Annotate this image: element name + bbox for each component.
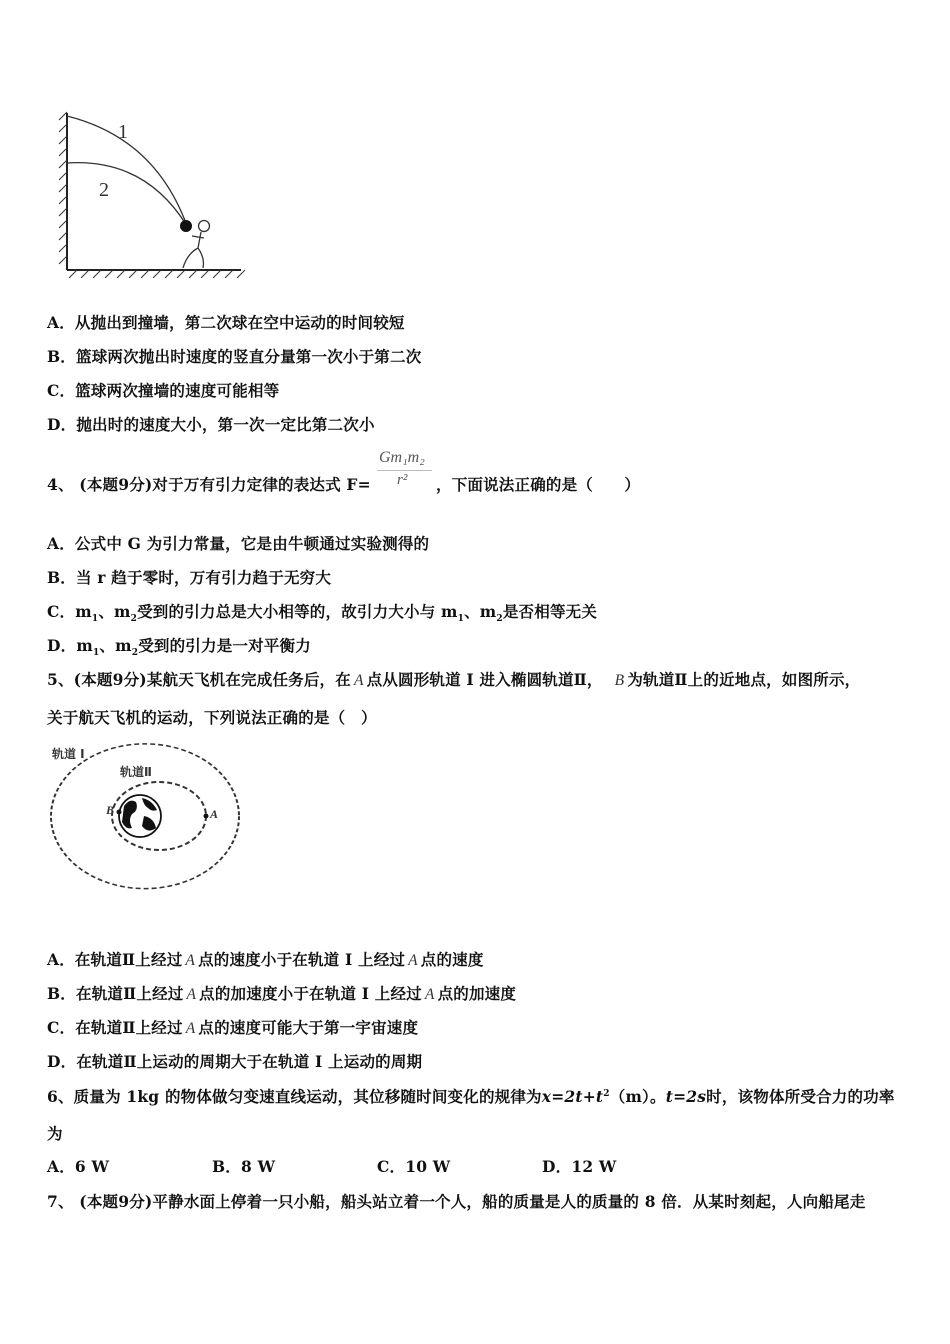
point-b-label: B: [106, 803, 115, 817]
q5-a2: 点的速度小于在轨道 I 上经过: [198, 950, 406, 969]
trajectory-label-2: 2: [99, 179, 109, 201]
basketball-throw-figure: [55, 108, 255, 278]
q4-stem-pre: 4、 (本题9分)对于万有引力定律的表达式 F=: [47, 475, 371, 494]
q5-option-b: [47, 982, 516, 1004]
orbit-1-label: 轨道 I: [52, 747, 85, 761]
q6-time: t=2s: [665, 1087, 707, 1106]
q5-point-b: B: [614, 672, 625, 689]
q5-option-c: [47, 1016, 418, 1038]
q6-option-c: C．10 W: [377, 1157, 451, 1176]
q6-option-d: D．12 W: [542, 1157, 617, 1176]
q5-a1: A．在轨道Ⅱ上经过: [47, 950, 183, 969]
q4-c-sub3: 1: [457, 614, 465, 625]
q6-stem-line2: 为: [47, 1124, 63, 1143]
q5-option-d: D．在轨道Ⅱ上运动的周期大于在轨道 I 上运动的周期: [47, 1052, 423, 1071]
q6-l1-c: 时，该物体所受合力的功率: [706, 1087, 895, 1106]
q4-c-pre: C．m: [47, 602, 92, 621]
q6-law: x=2t+t: [541, 1087, 604, 1106]
q4-option-b: B．当 r 趋于零时，万有引力趋于无穷大: [47, 568, 332, 587]
q5-b3: 点的加速度: [437, 984, 517, 1003]
q4-d-post: 受到的引力是一对平衡力: [138, 636, 311, 655]
q4-c-sub4: 2: [496, 614, 503, 625]
q4-d-sub1: 1: [92, 648, 100, 659]
q3-option-a: A．从抛出到撞墙，第二次球在空中运动的时间较短: [47, 313, 405, 332]
q5-b-point2: A: [424, 986, 435, 1003]
q5-c-point: A: [185, 1020, 196, 1037]
q4-option-a: A．公式中 G 为引力常量，它是由牛顿通过实验测得的: [47, 534, 430, 553]
person-head: [199, 221, 210, 232]
q6-l1-b: （m）。: [609, 1087, 666, 1106]
ground-hatching: [69, 270, 245, 278]
q4-d-pre: D．m: [47, 636, 93, 655]
q4-d-sub2: 2: [131, 648, 139, 659]
q6-law-sup: 2: [603, 1088, 610, 1099]
basketball: [180, 220, 192, 232]
point-b-dot: [117, 810, 122, 815]
q6-stem-line1: [47, 1085, 895, 1107]
q4-stem-post: ，下面说法正确的是（ ）: [436, 475, 641, 494]
q4-c-sub1: 1: [91, 614, 99, 625]
q6-option-a: A．6 W: [47, 1157, 110, 1176]
q5-a-point1: A: [185, 952, 196, 969]
q4-c-mid1: 、m: [98, 602, 131, 621]
point-a-dot: [204, 814, 209, 819]
q5-c2: 点的速度可能大于第一宇宙速度: [198, 1018, 419, 1037]
q5-l1-c: 为轨道Ⅱ上的近地点，如图所示，: [627, 670, 861, 689]
q4-option-d: [47, 634, 311, 658]
q5-b2: 点的加速度小于在轨道 I 上经过: [199, 984, 422, 1003]
q6-option-b: B．8 W: [212, 1157, 276, 1176]
point-a-label: A: [210, 807, 219, 821]
q5-a3: 点的速度: [420, 950, 484, 969]
person-body: [183, 232, 204, 268]
formula-numerator: Gm₁m₂: [379, 449, 425, 466]
q3-option-b: B．篮球两次抛出时速度的竖直分量第一次小于第二次: [47, 347, 422, 366]
trajectory-label-1: 1: [118, 121, 128, 143]
formula-bar: [377, 470, 432, 471]
q3-option-c: C．篮球两次撞墙的速度可能相等: [47, 381, 280, 400]
q3-option-d: D．抛出时的速度大小，第一次一定比第二次小: [47, 415, 375, 434]
q5-l1-a: 5、(本题9分)某航天飞机在完成任务后，在: [47, 670, 351, 689]
q4-c-sub2: 2: [130, 614, 138, 625]
q5-point-a: A: [353, 672, 364, 689]
formula-denominator: r²: [397, 472, 408, 488]
q4-c-mid3: 、m: [464, 602, 497, 621]
q5-b1: B．在轨道Ⅱ上经过: [47, 984, 184, 1003]
q5-a-point2: A: [408, 952, 418, 969]
trajectory-2: [67, 163, 187, 226]
q4-d-mid1: 、m: [99, 636, 132, 655]
orbit-2-label: 轨道Ⅱ: [120, 765, 152, 779]
q4-stem: [47, 473, 371, 495]
q5-c1: C．在轨道Ⅱ上经过: [47, 1018, 183, 1037]
q6-l1-a: 6、质量为 1kg 的物体做匀变速直线运动，其位移随时间变化的规律为: [47, 1087, 542, 1106]
q5-stem-line1: [47, 668, 860, 690]
q7-stem-line1: 7、 (本题9分)平静水面上停着一只小船，船头站立着一个人，船的质量是人的质量的 8 倍．从某时刻起，人向船尾走: [47, 1192, 866, 1211]
q5-b-point1: A: [186, 986, 197, 1003]
q4-c-post: 是否相等无关: [502, 602, 598, 621]
q5-stem-line2: 关于航天飞机的运动，下列说法正确的是（ ）: [47, 708, 377, 727]
earth-icon: [119, 795, 161, 837]
wall-hatching: [59, 112, 67, 264]
q4-c-mid2: 受到的引力总是大小相等的，故引力大小与 m: [137, 602, 458, 621]
q5-l1-b: 点从圆形轨道 I 进入椭圆轨道Ⅱ，: [366, 670, 603, 689]
orbit-figure: [44, 740, 244, 895]
q5-option-a: [47, 948, 484, 970]
q4-option-c: [47, 600, 597, 624]
